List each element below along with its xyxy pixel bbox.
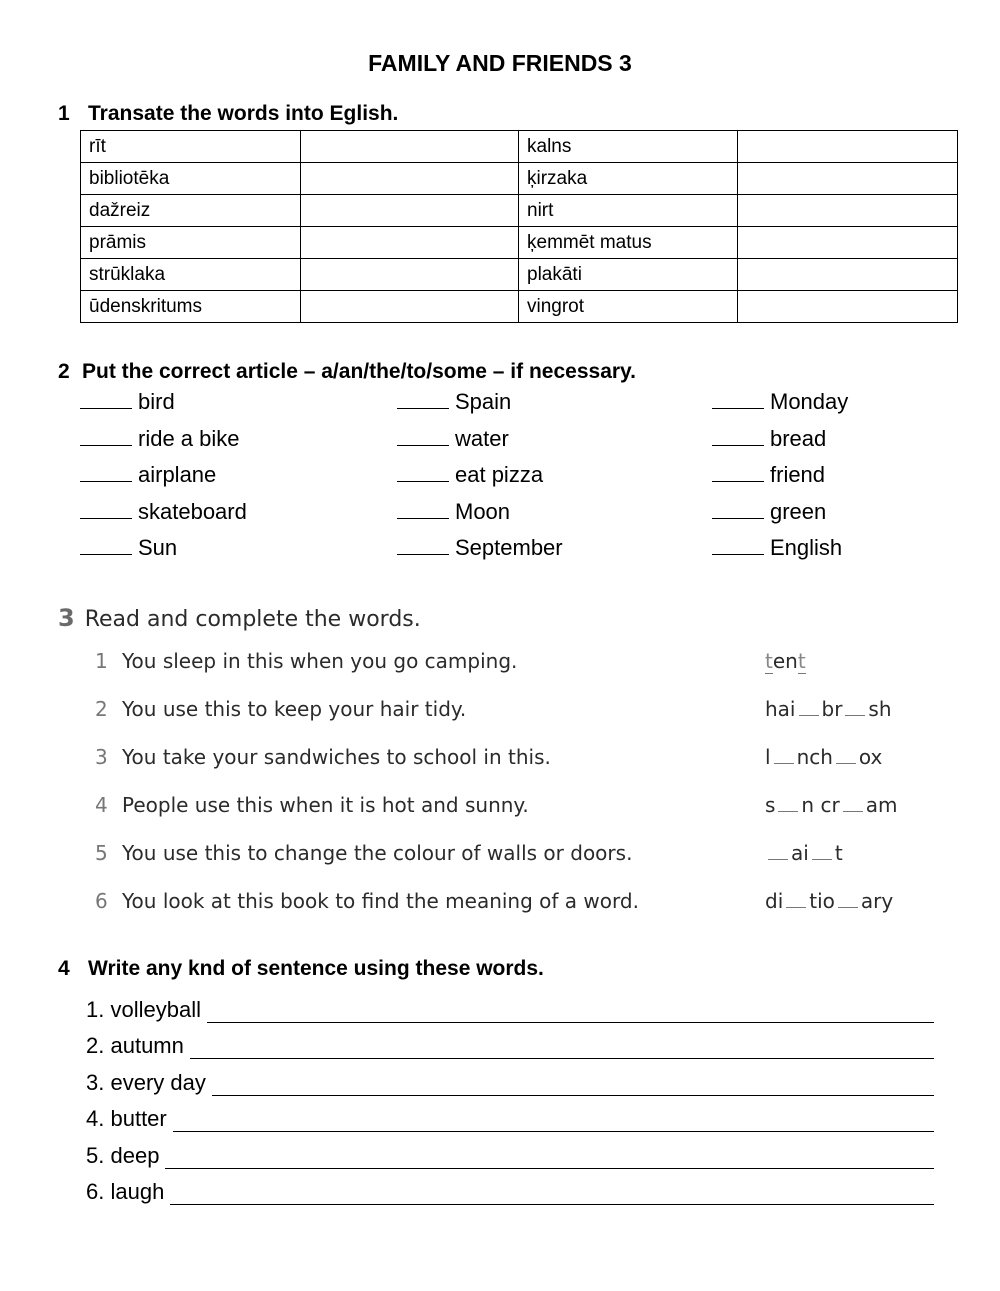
word-fragment: n cr [801, 793, 840, 817]
list-item [95, 889, 955, 919]
article-blank[interactable] [397, 425, 449, 446]
translation-table [80, 130, 958, 323]
article-blank[interactable] [80, 461, 132, 482]
article-row [80, 425, 980, 462]
article-word: green [770, 498, 827, 524]
article-row [80, 498, 980, 535]
answer-cell[interactable] [738, 163, 958, 195]
latvian-word-cell: kalns [519, 131, 738, 163]
article-blank[interactable] [712, 534, 764, 555]
clue-text: You use this to change the colour of walls or doors. [122, 841, 633, 865]
latvian-word-cell: prāmis [81, 227, 301, 259]
item-number: 5. [86, 1143, 105, 1168]
prompt-word [86, 1070, 206, 1096]
article-item [712, 425, 826, 452]
word-fragment: am [865, 793, 898, 817]
incomplete-word [765, 841, 843, 865]
answer-cell[interactable] [301, 195, 519, 227]
article-word: Sun [138, 535, 178, 560]
prompt-word [86, 1143, 159, 1169]
article-word: water [455, 425, 509, 451]
list-item [86, 1070, 956, 1100]
letter-gap[interactable] [838, 895, 858, 908]
letter-gap[interactable] [799, 703, 819, 716]
article-blank[interactable] [712, 498, 764, 519]
article-word: eat pizza [455, 462, 544, 487]
section-number: 2 [58, 360, 70, 383]
clue-text: You look at this book to find the meaning of a word. [122, 889, 639, 913]
article-blank[interactable] [397, 388, 449, 409]
latvian-word-cell: dažreiz [81, 195, 301, 227]
article-item [712, 461, 825, 488]
section-3-heading [58, 604, 421, 632]
latvian-word-cell: nirt [519, 195, 738, 227]
word-fragment: br [821, 697, 843, 721]
table-row [81, 163, 958, 195]
article-item [712, 498, 826, 525]
prompt-word-text: volleyball [110, 997, 201, 1022]
clue-text: You sleep in this when you go camping. [122, 649, 518, 673]
section-title: Put the correct article – a/an/the/to/some – if necessary. [82, 360, 636, 383]
answer-line[interactable] [190, 1058, 934, 1059]
article-item [80, 388, 175, 415]
article-blank[interactable] [397, 498, 449, 519]
answer-line[interactable] [170, 1204, 934, 1205]
prompt-word [86, 1179, 164, 1205]
clue-text: You use this to keep your hair tidy. [122, 697, 467, 721]
word-fragment: t [765, 649, 773, 673]
page-title: FAMILY AND FRIENDS 3 [368, 50, 632, 76]
article-item [712, 534, 842, 561]
word-fragment: t [834, 841, 843, 865]
answer-cell[interactable] [738, 291, 958, 323]
article-item [397, 498, 510, 525]
answer-cell[interactable] [301, 131, 519, 163]
article-blank[interactable] [80, 425, 132, 446]
section-2-heading [58, 360, 636, 384]
prompt-word-text: laugh [110, 1179, 165, 1204]
prompt-word-text: every day [110, 1070, 206, 1095]
prompt-word-text: deep [110, 1143, 160, 1168]
answer-cell[interactable] [301, 163, 519, 195]
answer-cell[interactable] [738, 227, 958, 259]
answer-line[interactable] [165, 1168, 934, 1169]
section-4-heading [58, 957, 544, 981]
prompt-word [86, 997, 201, 1023]
article-word: Monday [770, 389, 849, 414]
item-number: 3. [86, 1070, 105, 1095]
answer-cell[interactable] [738, 259, 958, 291]
word-fragment: ary [860, 889, 894, 913]
word-fragment: nch [796, 745, 833, 769]
word-fragment: ai [791, 841, 809, 865]
answer-line[interactable] [207, 1022, 934, 1023]
latvian-word-cell: vingrot [519, 291, 738, 323]
article-blank[interactable] [397, 461, 449, 482]
answer-cell[interactable] [738, 131, 958, 163]
letter-gap[interactable] [778, 799, 798, 812]
list-item [95, 841, 955, 871]
latvian-word-cell: ķirzaka [519, 163, 738, 195]
article-blank[interactable] [712, 425, 764, 446]
answer-line[interactable] [173, 1131, 934, 1132]
latvian-word-cell: bibliotēka [81, 163, 301, 195]
list-item [95, 697, 955, 727]
article-item [397, 534, 563, 561]
article-word: airplane [138, 462, 217, 487]
article-row [80, 461, 980, 498]
article-item [80, 534, 177, 561]
article-item [397, 425, 509, 452]
article-word: bread [770, 425, 827, 451]
letter-gap[interactable] [768, 847, 788, 860]
article-word: friend [770, 462, 826, 487]
list-item [86, 1179, 956, 1209]
list-item [95, 745, 955, 775]
word-fragment: sh [868, 697, 892, 721]
article-word: skateboard [138, 498, 247, 524]
item-number: 5 [95, 841, 108, 865]
item-number: 4. [86, 1106, 105, 1131]
clue-text: You take your sandwiches to school in this. [122, 745, 551, 769]
item-number: 1. [86, 997, 105, 1022]
article-item [80, 425, 240, 452]
answer-cell[interactable] [738, 195, 958, 227]
article-word: September [455, 535, 563, 560]
word-fragment: en [772, 649, 798, 673]
letter-gap[interactable] [786, 895, 806, 908]
article-word: Moon [455, 498, 511, 524]
item-number: 3 [95, 745, 108, 769]
item-number: 6 [95, 889, 108, 913]
article-item [712, 388, 848, 415]
item-number: 6. [86, 1179, 105, 1204]
list-item [86, 997, 956, 1027]
letter-gap[interactable] [774, 751, 794, 764]
incomplete-word [765, 889, 893, 913]
article-row [80, 534, 980, 571]
section-number: 3 [58, 604, 75, 632]
prompt-word-text: butter [110, 1106, 167, 1131]
word-fragment: t [797, 649, 806, 673]
item-number: 1 [95, 649, 108, 673]
article-item [397, 388, 511, 415]
prompt-word [86, 1033, 184, 1059]
article-word: bird [138, 389, 175, 414]
latvian-word-cell: strūklaka [81, 259, 301, 291]
incomplete-word [765, 793, 897, 817]
item-number: 2 [95, 697, 108, 721]
letter-gap[interactable] [812, 847, 832, 860]
latvian-word-cell: rīt [81, 131, 301, 163]
section-title: Transate the words into Eglish. [88, 102, 399, 125]
letter-gap[interactable] [843, 799, 863, 812]
answer-line[interactable] [212, 1095, 934, 1096]
list-item [95, 649, 955, 679]
section-number: 4 [58, 957, 70, 980]
letter-gap[interactable] [845, 703, 865, 716]
table-row [81, 227, 958, 259]
article-item [397, 461, 543, 488]
word-fragment: tio [809, 889, 835, 913]
list-item [86, 1143, 956, 1173]
word-fragment: di [765, 889, 784, 913]
table-row [81, 259, 958, 291]
article-blank[interactable] [80, 534, 132, 555]
section-title: Write any knd of sentence using these words. [88, 957, 544, 980]
table-row [81, 195, 958, 227]
word-fragment: s [765, 793, 776, 817]
prompt-word-text: autumn [110, 1033, 184, 1058]
word-fragment: l [765, 745, 771, 769]
article-item [80, 498, 247, 525]
letter-gap[interactable] [836, 751, 856, 764]
list-item [86, 1106, 956, 1136]
table-row [81, 131, 958, 163]
section-title: Read and complete the words. [84, 607, 421, 632]
clue-text: People use this when it is hot and sunny. [122, 793, 529, 817]
section-number: 1 [58, 102, 70, 125]
answer-cell[interactable] [301, 259, 519, 291]
article-blank[interactable] [80, 388, 132, 409]
latvian-word-cell: ķemmēt matus [519, 227, 738, 259]
list-item [86, 1033, 956, 1063]
article-word: ride a bike [138, 425, 240, 451]
article-blank[interactable] [712, 388, 764, 409]
list-item [95, 793, 955, 823]
article-word: English [770, 535, 843, 560]
word-fragment: hai [765, 697, 796, 721]
item-number: 2. [86, 1033, 105, 1058]
article-blank[interactable] [712, 461, 764, 482]
article-exercise [80, 388, 980, 571]
answer-cell[interactable] [301, 227, 519, 259]
latvian-word-cell: plakāti [519, 259, 738, 291]
prompt-word [86, 1106, 167, 1132]
article-blank[interactable] [80, 498, 132, 519]
article-row [80, 388, 980, 425]
table-row [81, 291, 958, 323]
item-number: 4 [95, 793, 108, 817]
article-word: Spain [455, 389, 512, 414]
article-blank[interactable] [397, 534, 449, 555]
answer-cell[interactable] [301, 291, 519, 323]
incomplete-word [765, 745, 882, 769]
latvian-word-cell: ūdenskritums [81, 291, 301, 323]
incomplete-word [765, 649, 806, 673]
section-1-heading [58, 102, 398, 126]
word-fragment: ox [858, 745, 883, 769]
incomplete-word [765, 697, 892, 721]
article-item [80, 461, 216, 488]
